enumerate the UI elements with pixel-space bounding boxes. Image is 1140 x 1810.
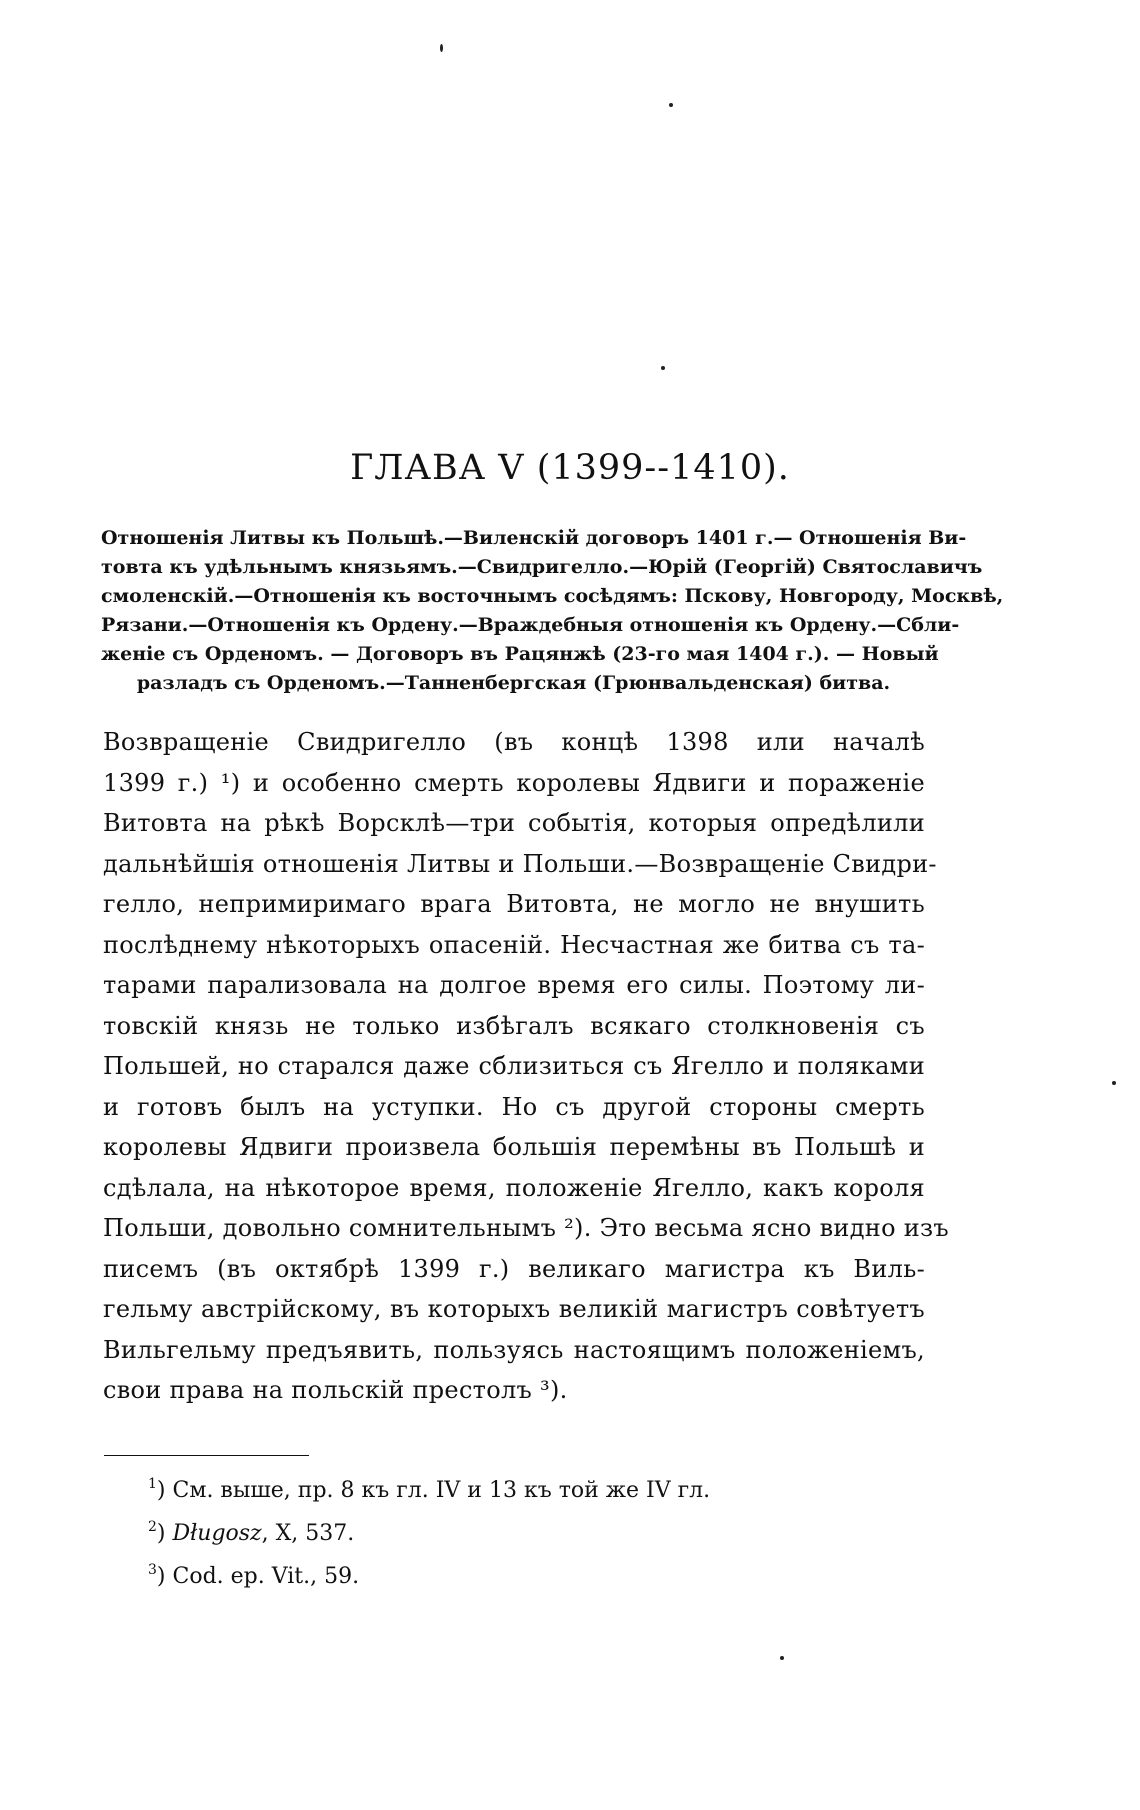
chapter-summary [101,524,1004,698]
body-line: товскій князь не только избѣгалъ всякаго столкновенія съ [103,1011,925,1040]
body-line: послѣднему нѣкоторыхъ опасеній. Несчастная же битва съ та- [103,930,925,959]
footnote-separator [104,1455,309,1456]
body-line: 1399 г.) ¹) и особенно смерть королевы Ядвиги и пораженіе [103,768,925,797]
body-line: Вильгельму предъявить, пользуясь настоящимъ положеніемъ, [103,1335,925,1364]
footnote-author: Długosz [172,1521,262,1546]
summary-line: разладъ съ Орденомъ.—Танненбергская (Грюнвальденская) битва. [136,672,891,694]
print-speck [1112,1081,1116,1085]
print-speck [669,103,673,107]
body-line: королевы Ядвиги произвела большія перемѣны въ Польшѣ и [103,1133,925,1161]
footnote-3 [148,1552,848,1595]
summary-line: Рязани.—Отношенія къ Ордену.—Враждебныя отношенія къ Ордену.—Сбли- [101,614,960,636]
footnote-mark: 3 [148,1562,157,1578]
summary-line: смоленскій.—Отношенія къ восточнымъ сосѣдямъ: Пскову, Новгороду, Москвѣ, [101,585,1004,607]
summary-line: женіе съ Орденомъ. — Договоръ въ Рацянжѣ (23-го мая 1404 г.). — Новый [101,643,939,665]
chapter-title: ГЛАВА V (1399--1410). [350,448,790,488]
footnote-mark: 2 [148,1519,157,1535]
footnote-text: , X, 537. [261,1521,355,1546]
footnote-paren: ) [156,1521,173,1546]
body-line: Витовта на рѣкѣ Ворсклѣ—три событія, которыя опредѣлили [103,809,925,837]
body-line: сдѣлала, на нѣкоторое время, положеніе Ягелло, какъ короля [103,1173,925,1202]
body-line: Польши, довольно сомнительнымъ ²). Это весьма ясно видно изъ [103,1214,949,1242]
body-line: дальнѣйшія отношенія Литвы и Польши.—Возвращеніе Свидри- [103,849,937,878]
body-line: писемъ (въ октябрѣ 1399 г.) великаго магистра къ Виль- [103,1254,925,1283]
body-line: гелло, непримиримаго врага Витовта, не могло не внушить [103,890,925,918]
print-speck [780,1656,784,1660]
footnote-text: ) См. выше, пр. 8 къ гл. IV и 13 къ той же IV гл. [156,1478,711,1503]
footnote-mark: 1 [148,1476,157,1492]
body-line: свои права на польскій престолъ ³). [103,1376,568,1404]
body-paragraph [103,722,949,1411]
print-speck [661,366,665,370]
body-line: тарами парализовала на долгое время его силы. Поэтому ли- [103,971,925,999]
print-speck [440,44,443,52]
summary-line: Отношенія Литвы къ Польшѣ.—Виленскій договоръ 1401 г.— Отношенія Ви- [101,527,967,549]
body-line: Возвращеніе Свидригелло (въ концѣ 1398 или началѣ [103,728,925,756]
footnote-text: ) Cod. ep. Vit., 59. [156,1564,360,1589]
body-line: и готовъ былъ на уступки. Но съ другой стороны смерть [103,1092,925,1121]
footnote-2 [148,1509,848,1552]
body-line: Польшей, но старался даже сблизиться съ Ягелло и поляками [103,1052,925,1080]
body-line: гельму австрійскому, въ которыхъ великій магистръ совѣтуетъ [103,1295,925,1323]
summary-line: товта къ удѣльнымъ князьямъ.—Свидригелло.—Юрій (Георгій) Святославичъ [101,556,983,578]
footnotes [148,1466,848,1595]
footnote-1 [148,1466,848,1509]
